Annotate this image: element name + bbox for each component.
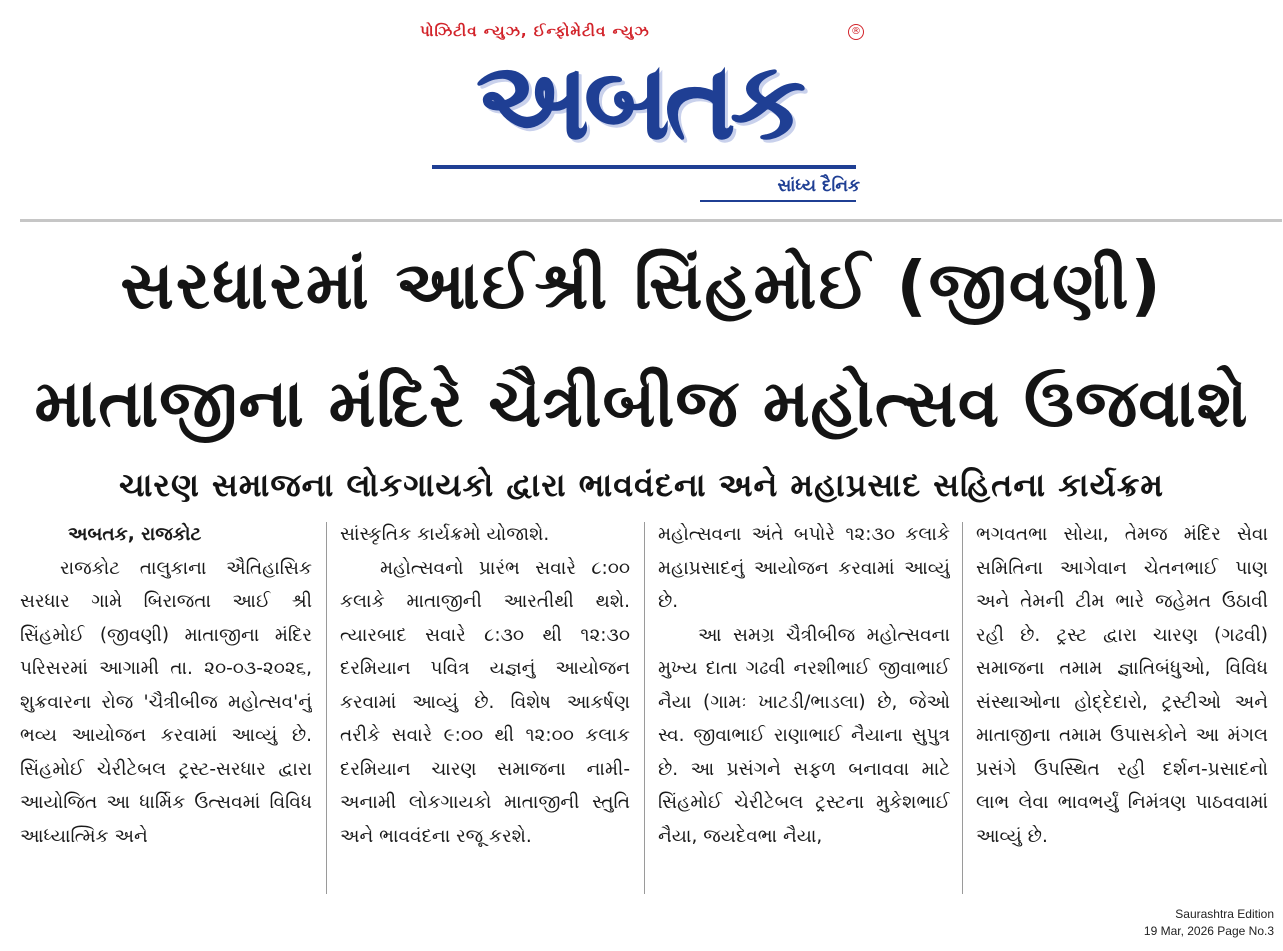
masthead — [0, 0, 1283, 210]
registered-mark-icon: ® — [848, 24, 864, 40]
masthead-tagline: પોઝિટીવ ન્યુઝ, ઈન્ફોમેટીવ ન્યુઝ — [420, 22, 650, 40]
logo-underline — [432, 165, 856, 169]
article-column-3 — [658, 518, 950, 903]
article-column-1 — [20, 518, 312, 903]
page-footer — [1144, 906, 1274, 940]
article-column-2 — [340, 518, 630, 903]
masthead-divider — [20, 219, 1282, 222]
headline-line-2: માતાજીના મંદિરે ચૈત્રીબીજ મહોત્સવ ઉજવાશે — [34, 365, 1249, 442]
logo-subtitle-underline — [700, 200, 856, 202]
column-divider — [644, 522, 645, 894]
article-paragraph: ભગવતભા સોયા, તેમજ મંદિર સેવા સમિતિના આગેવાન ચેતનભાઈ પાણ અને તેમની ટીમ ભારે જહેમત ઉઠાવી રહી છે. ટ્રસ્ટ દ્વારા ચારણ (ગઢવી) સમાજના તમામ જ્ઞાતિબંધુઓ, વિવિધ સંસ્થાઓના હોદ્દેદારો, ટ્રસ્ટીઓ અને માતાજીના તમામ ઉપાસકોને આ મંગલ પ્રસંગે ઉપસ્થિત રહી દર્શન-પ્રસાદનો લાભ લેવા ભાવભર્યું નિમંત્રણ પાઠવવામાં આવ્યું છે. — [976, 524, 1268, 847]
article-column-4 — [976, 518, 1268, 903]
article-paragraph: સાંસ્કૃતિક કાર્યક્રમો યોજાશે. — [340, 524, 550, 545]
edition-label: Saurashtra Edition — [1175, 907, 1274, 921]
headline-line-1: સરધારમાં આઈશ્રી સિંહમોઈ (જીવણી) — [120, 247, 1163, 324]
article-byline: અબતક, રાજકોટ — [68, 524, 202, 545]
subheadline: ચારણ સમાજના લોકગાયકો દ્વારા ભાવવંદના અને મહાપ્રસાદ સહિતના કાર્યક્રમ — [118, 466, 1165, 504]
column-divider — [326, 522, 327, 894]
column-divider — [962, 522, 963, 894]
newspaper-logo: અબતક — [475, 39, 801, 164]
article-paragraph: આ સમગ્ર ચૈત્રીબીજ મહોત્સવના મુખ્ય દાતા ગઢવી નરશીભાઈ જીવાભાઈ નૈયા (ગામઃ ખાટડી/ભાડલા) છે, જેઓ સ્વ. જીવાભાઈ રાણાભાઈ નૈયાના સુપુત્ર છે. આ પ્રસંગને સફળ બનાવવા માટે સિંહમોઈ ચેરીટેબલ ટ્રસ્ટના મુકેશભાઈ નૈયા, જયદેવભા નૈયા, — [658, 624, 950, 847]
article-paragraph: મહોત્સવનો પ્રારંભ સવારે ૮:૦૦ કલાકે માતાજીની આરતીથી થશે. ત્યારબાદ સવારે ૮:૩૦ થી ૧૨:૩૦ દરમિયાન પવિત્ર યજ્ઞનું આયોજન કરવામાં આવ્યું છે. વિશેષ આકર્ષણ તરીકે સવારે ૯:૦૦ થી ૧૨:૦૦ કલાક દરમિયાન ચારણ સમાજના નામી-અનામી લોકગાયકો માતાજીની સ્તુતિ અને ભાવવંદના રજૂ કરશે. — [340, 557, 630, 847]
article-body — [0, 518, 1283, 903]
article-paragraph: મહોત્સવના અંતે બપોરે ૧૨:૩૦ કલાકે મહાપ્રસાદનું આયોજન કરવામાં આવ્યું છે. — [658, 524, 950, 612]
logo-subtitle: સાંધ્ય દૈનિક — [777, 176, 860, 196]
article-paragraph: રાજકોટ તાલુકાના ઐતિહાસિક સરધાર ગામે બિરાજતા આઈ શ્રી સિંહમોઈ (જીવણી) માતાજીના મંદિર પરિસરમાં આગામી તા. ૨૦-૦૩-૨૦૨૬, શુક્રવારના રોજ 'ચૈત્રીબીજ મહોત્સવ'નું ભવ્ય આયોજન કરવામાં આવ્યું છે. સિંહમોઈ ચેરીટેબલ ટ્રસ્ટ-સરધાર દ્વારા આયોજિત આ ધાર્મિક ઉત્સવમાં વિવિધ આધ્યાત્મિક અને — [20, 557, 312, 847]
date-page-label: 19 Mar, 2026 Page No.3 — [1143, 924, 1274, 938]
